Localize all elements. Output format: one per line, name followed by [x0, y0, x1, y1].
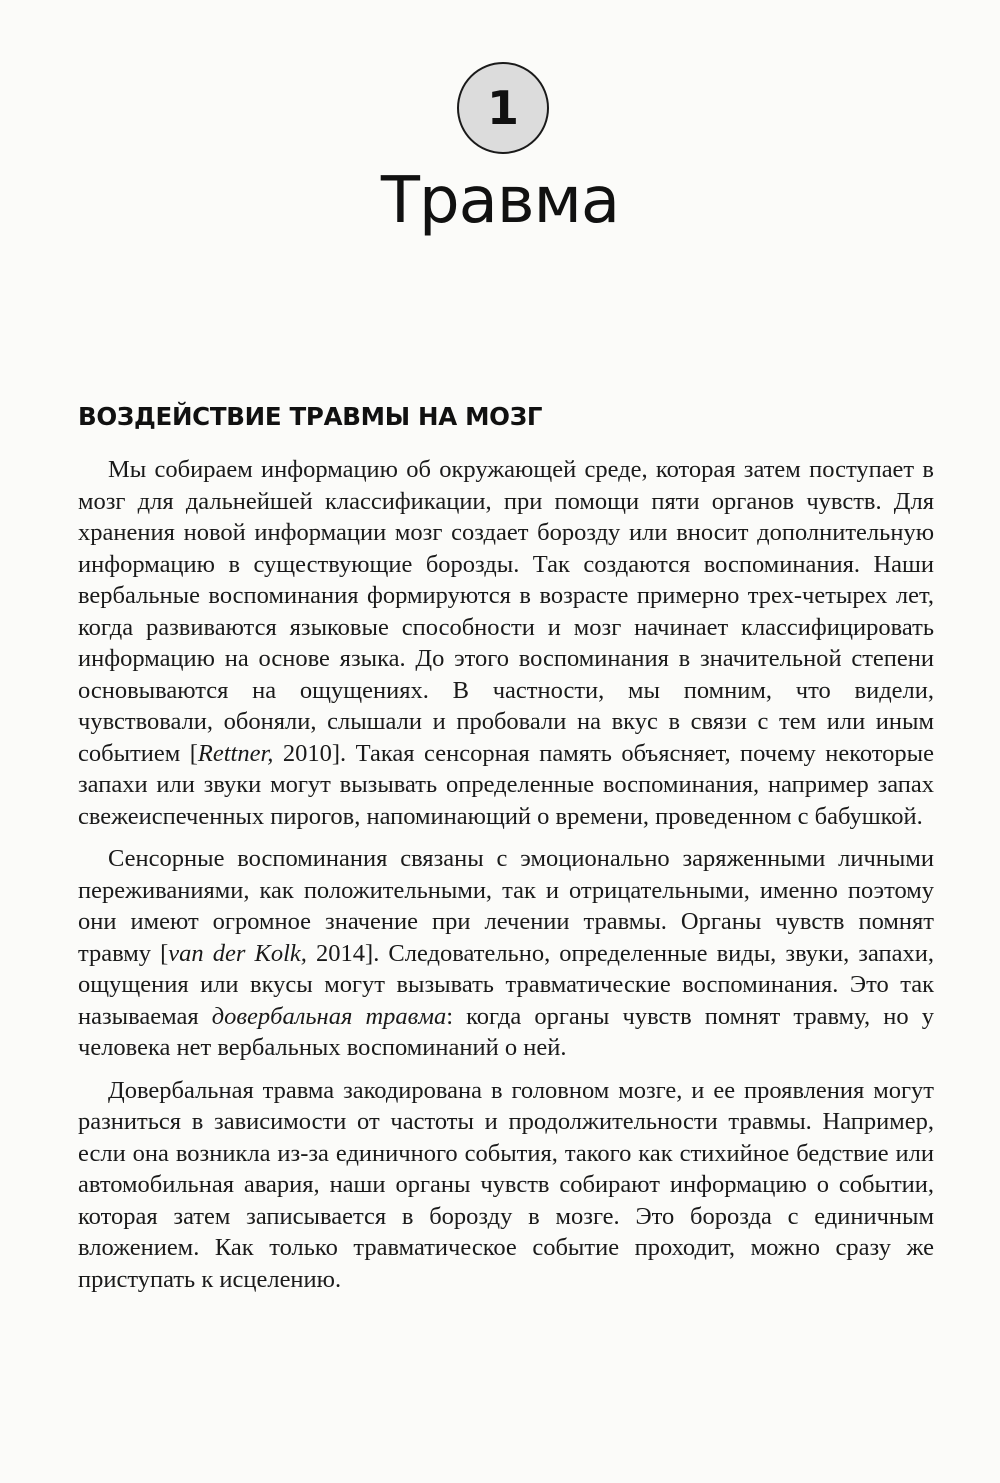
paragraph-3: Довербальная травма закодирована в головном мозге, и ее проявления могут разниться в зависимости от частоты и продолжительности травмы. Например, если она возникла из-за единичного события, такого как стихийное бедствие или автомобильная авария, наши органы чувств собирают информацию о событии, которая затем записывается в борозду в мозге. Это борозда с единичным вложением. Как только травматическое событие проходит, можно сразу же приступать к исцелению.: [78, 1076, 934, 1293]
chapter-title: Травма: [380, 164, 620, 238]
citation-van-der-kolk: van der Kolk,: [168, 939, 307, 967]
chapter-number: 1: [486, 81, 519, 135]
paragraph-1: Мы собираем информацию об окружающей среде, которая затем поступает в мозг для дальнейшей классификации, при помощи пяти органов чувств. Для хранения новой информации мозг создает борозду или вносит дополнительную информацию в существующие борозды. Так создаются воспоминания. Наши вербальные воспоминания формируются в возрасте примерно трех-четырех лет, когда развиваются языковые способности и мозг начинает классифицировать информацию на основе языка. До этого воспоминания в значительной степени основываются на ощущениях. В частности, мы помним, что видели, чувствовали, обоняли, слышали и пробовали на вкус в связи с тем или иным событием [Rettner, 2010]. Такая сенсорная память объясняет, почему некоторые запахи или звуки могут вызывать определенные воспоминания, например запах свежеиспеченных пирогов, напоминающий о времени, проведенном с бабушкой.: [78, 456, 935, 830]
chapter-number-badge: [457, 62, 549, 154]
citation-rettner: Rettner,: [197, 739, 274, 767]
body-text: [78, 454, 934, 1295]
section-heading: ВОЗДЕЙСТВИЕ ТРАВМЫ НА МОЗГ: [78, 402, 543, 431]
term-preverbal-trauma: довербальная травма: [211, 1002, 447, 1030]
paragraph-2: Сенсорные воспоминания связаны с эмоционально заряженными личными переживаниями, как положительными, так и отрицательными, именно поэтому они имеют огромное значение при лечении травмы. Органы чувств помнят травму [van der Kolk, 2014]. Следовательно, определенные виды, звуки, запахи, ощущения или вкусы могут вызывать травматические воспоминания. Это так называемая довербальная травма: когда органы чувств помнят травму, но у человека нет вербальных воспоминаний о ней.: [78, 845, 934, 1061]
